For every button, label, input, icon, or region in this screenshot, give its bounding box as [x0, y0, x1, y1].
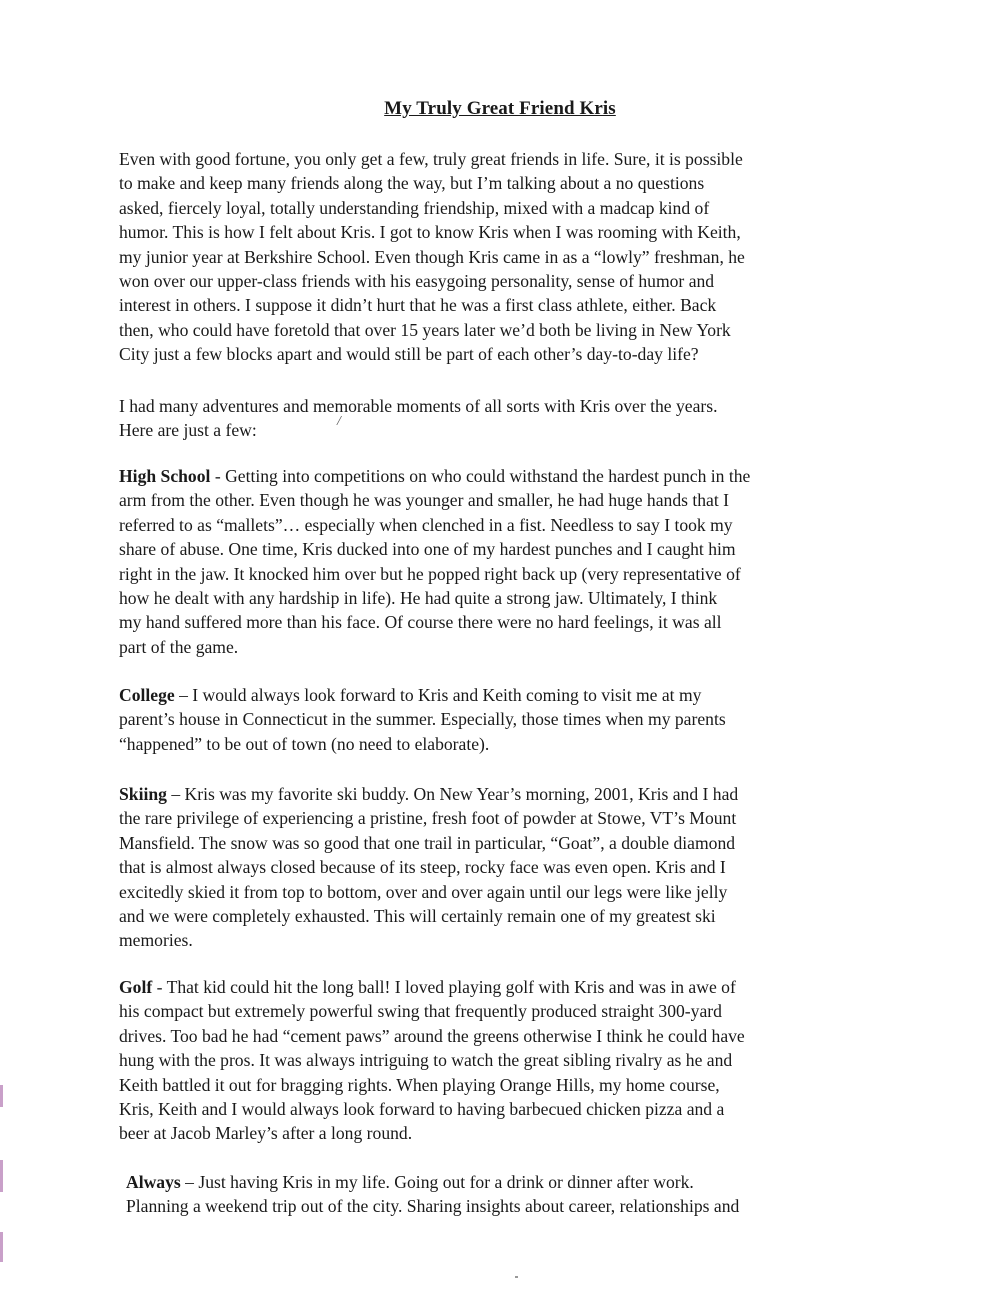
text-line: humor. This is how I felt about Kris. I got to know Kris when I was rooming with Keith,: [119, 222, 741, 243]
scan-edge-mark: [0, 1160, 3, 1192]
page-title: My Truly Great Friend Kris: [384, 98, 616, 119]
text-line: and we were completely exhausted. This will certainly remain one of my greatest ski: [119, 906, 716, 927]
scan-speck: [515, 1276, 518, 1278]
text-line: Planning a weekend trip out of the city. Sharing insights about career, relationships and: [126, 1196, 740, 1217]
text-line: drives. Too bad he had “cement paws” around the greens otherwise I think he could have: [119, 1025, 745, 1046]
text-line: I had many adventures and memorable moments of all sorts with Kris over the years.: [119, 396, 718, 416]
text-line: won over our upper-class friends with his easygoing personality, sense of humor and: [119, 271, 715, 292]
text-line: my hand suffered more than his face. Of course there were no hard feelings, it was all: [119, 612, 722, 633]
section-heading-high-school: High School: [119, 466, 211, 486]
text-fragment: – Kris was my favorite ski buddy. On New Year’s morning, 2001, Kris and I had: [166, 784, 739, 804]
text-line: to make and keep many friends along the way, but I’m talking about a no questions: [119, 173, 705, 194]
text-line: excitedly skied it from top to bottom, over and over again until our legs were like jelly: [119, 881, 728, 902]
paragraph-golf: [119, 975, 889, 1146]
text-line: interest in others. I suppose it didn’t hurt that he was a first class athlete, either. Back: [119, 295, 717, 316]
paragraph-intro: [119, 147, 889, 367]
text-line: beer at Jacob Marley’s after a long round.: [119, 1123, 413, 1144]
text-line: asked, fiercely loyal, totally understanding friendship, mixed with a madcap kind of: [119, 197, 710, 218]
paragraph-always: [126, 1170, 896, 1219]
text-fragment: – Just having Kris in my life. Going out for a drink or dinner after work.: [180, 1172, 694, 1192]
text-line: Kris, Keith and I would always look forward to having barbecued chicken pizza and a: [119, 1099, 725, 1120]
text-line: memories.: [119, 930, 193, 951]
text-line: [119, 975, 889, 999]
text-line: parent’s house in Connecticut in the summer. Especially, those times when my parents: [119, 709, 726, 730]
text-line: the rare privilege of experiencing a pristine, fresh foot of powder at Stowe, VT’s Mount: [119, 808, 737, 829]
text-line: referred to as “mallets”… especially when clenched in a fist. Needless to say I took my: [119, 514, 733, 535]
text-line: arm from the other. Even though he was younger and smaller, he had huge hands that I: [119, 490, 730, 511]
text-line: that is almost always closed because of its steep, rocky face was even open. Kris and I: [119, 857, 726, 878]
text-line: then, who could have foretold that over 15 years later we’d both be living in New York: [119, 319, 731, 340]
section-heading-skiing: Skiing: [119, 784, 167, 804]
section-heading-always: Always: [126, 1172, 181, 1192]
text-line: “happened” to be out of town (no need to elaborate).: [119, 733, 490, 754]
text-line: share of abuse. One time, Kris ducked into one of my hardest punches and I caught him: [119, 539, 736, 560]
text-line: [119, 683, 889, 707]
text-line: Here are just a few:: [119, 420, 257, 441]
text-line: City just a few blocks apart and would still be part of each other’s day-to-day life?: [119, 344, 699, 365]
text-fragment: - That kid could hit the long ball! I loved playing golf with Kris and was in awe of: [152, 977, 736, 997]
text-line: [119, 464, 889, 488]
paragraph-skiing: [119, 782, 889, 953]
text-line: my junior year at Berkshire School. Even though Kris came in as a “lowly” freshman, he: [119, 246, 745, 267]
text-line: part of the game.: [119, 636, 239, 657]
scan-edge-mark: [0, 1085, 3, 1107]
pen-mark: /: [337, 414, 341, 429]
paragraph-high-school: [119, 464, 889, 659]
scan-edge-mark: [0, 1232, 3, 1262]
text-line: Mansfield. The snow was so good that one trail in particular, “Goat”, a double diamond: [119, 832, 736, 853]
paragraph-adventures: [119, 394, 889, 443]
text-line: hung with the pros. It was always intriguing to watch the great sibling rivalry as he and: [119, 1050, 733, 1071]
text-line: his compact but extremely powerful swing that frequently produced straight 300-yard: [119, 1001, 722, 1022]
text-line: [119, 782, 889, 806]
text-fragment: – I would always look forward to Kris and Keith coming to visit me at my: [174, 685, 702, 705]
text-line: [126, 1170, 896, 1194]
text-line: Keith battled it out for bragging rights. When playing Orange Hills, my home course,: [119, 1074, 720, 1095]
text-line: how he dealt with any hardship in life). He had quite a strong jaw. Ultimately, I think: [119, 588, 718, 609]
paragraph-college: [119, 683, 889, 756]
section-heading-college: College: [119, 685, 175, 705]
text-line: right in the jaw. It knocked him over but he popped right back up (very representative of: [119, 563, 741, 584]
section-heading-golf: Golf: [119, 977, 153, 997]
text-line: Even with good fortune, you only get a few, truly great friends in life. Sure, it is possible: [119, 149, 743, 169]
text-fragment: - Getting into competitions on who could withstand the hardest punch in the: [210, 466, 751, 486]
